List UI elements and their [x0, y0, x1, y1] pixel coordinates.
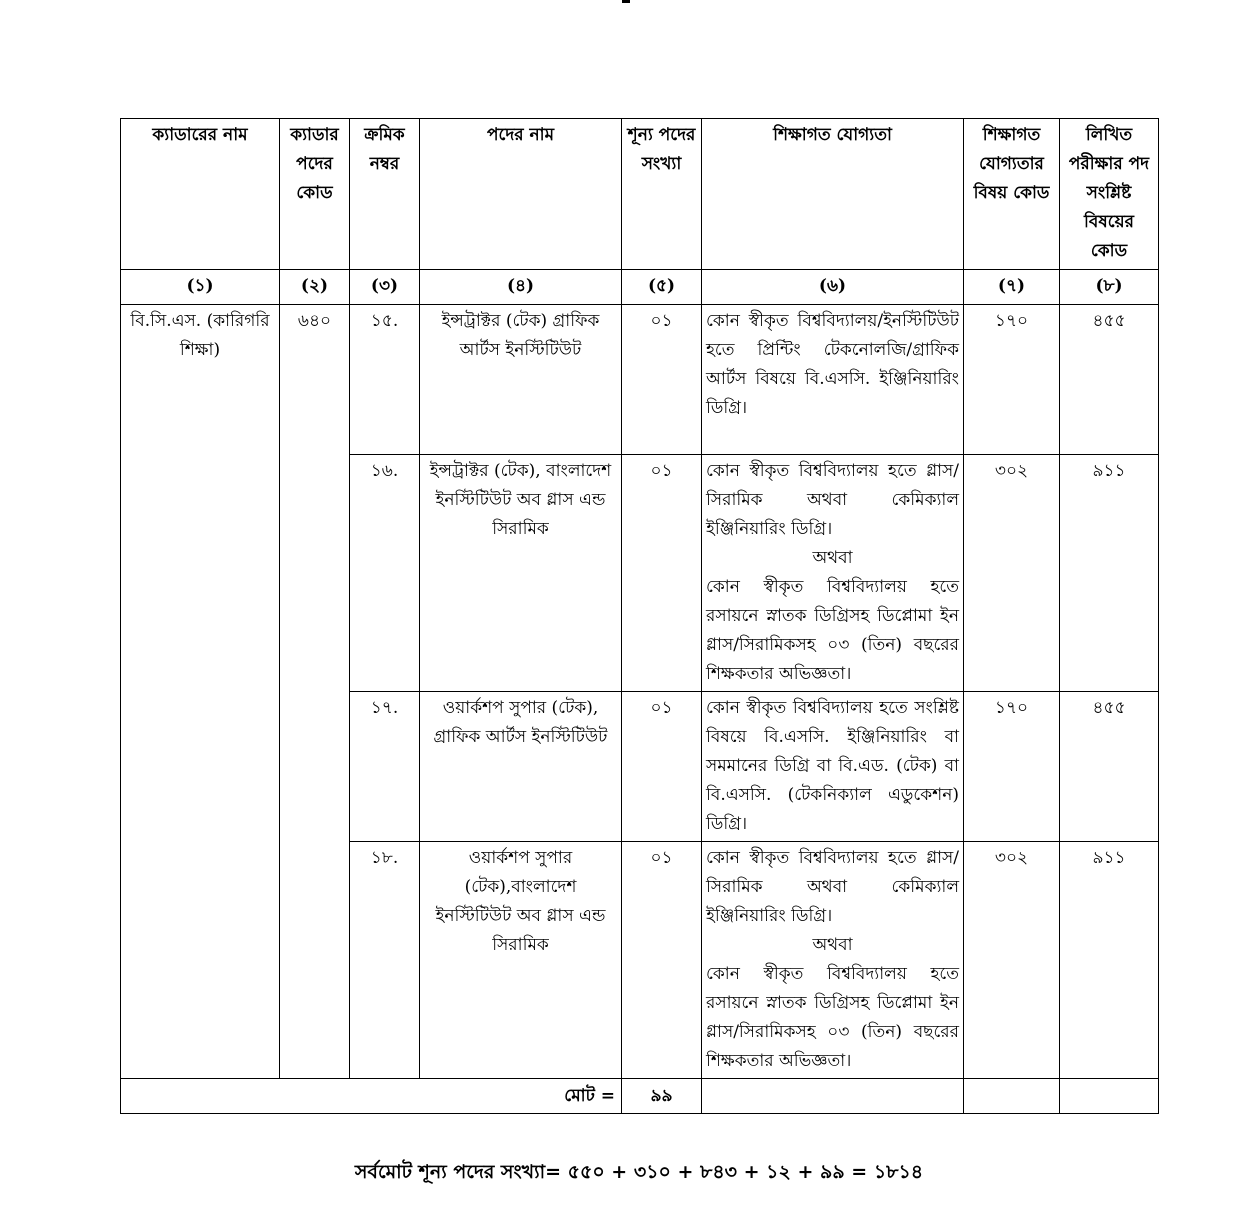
- column-number: (৩): [350, 270, 420, 305]
- header-serial: ক্রমিক নম্বর: [350, 119, 420, 270]
- qualification-text: কোন স্বীকৃত বিশ্ববিদ্যালয় হতে গ্লাস/সিরামিক অথবা কেমিক্যাল ইঞ্জিনিয়ারিং ডিগ্রি।: [706, 461, 959, 539]
- column-number-row: [121, 270, 1159, 305]
- post-name-cell: ইন্সট্রাক্টর (টেক), বাংলাদেশ ইনস্টিটিউট অব গ্লাস এন্ড সিরামিক: [420, 455, 622, 692]
- qualification-cell: [702, 455, 964, 692]
- empty-cell: [964, 1079, 1060, 1114]
- qualification-text: কোন স্বীকৃত বিশ্ববিদ্যালয় হতে সংশ্লিষ্ট বিষয়ে বি.এসসি. ইঞ্জিনিয়ারিং বা সমমানের ডিগ্রি বা বি.এড. (টেক) বা বি.এসসি. (টেকনিক্যাল এডুকেশন) ডিগ্রি।: [706, 698, 959, 834]
- cadre-name-cell: বি.সি.এস. (কারিগরি শিক্ষা): [121, 305, 280, 1079]
- qualification-cell: [702, 842, 964, 1079]
- serial-cell: ১৫.: [350, 305, 420, 455]
- post-name-cell: ওয়ার্কশপ সুপার (টেক),বাংলাদেশ ইনস্টিটিউট অব গ্লাস এন্ড সিরামিক: [420, 842, 622, 1079]
- subject-code-cell: ১৭০: [964, 692, 1060, 842]
- qualification-text-alt: কোন স্বীকৃত বিশ্ববিদ্যালয় হতে রসায়নে স্নাতক ডিগ্রিসহ ডিপ্লোমা ইন গ্লাস/সিরামিকসহ ০৩ (তিন) বছরের শিক্ষকতার অভিজ্ঞতা।: [706, 964, 959, 1071]
- qualification-text-alt: কোন স্বীকৃত বিশ্ববিদ্যালয় হতে রসায়নে স্নাতক ডিগ্রিসহ ডিপ্লোমা ইন গ্লাস/সিরামিকসহ ০৩ (তিন) বছরের শিক্ষকতার অভিজ্ঞতা।: [706, 577, 959, 684]
- header-post-name: পদের নাম: [420, 119, 622, 270]
- subject-code-cell: ৩০২: [964, 842, 1060, 1079]
- header-vacancies: শূন্য পদের সংখ্যা: [622, 119, 702, 270]
- column-number: (২): [280, 270, 350, 305]
- header-exam-code: লিখিত পরীক্ষার পদ সংশ্লিষ্ট বিষয়ের কোড: [1060, 119, 1159, 270]
- header-qualification: শিক্ষাগত যোগ্যতা: [702, 119, 964, 270]
- qualification-text: কোন স্বীকৃত বিশ্ববিদ্যালয় হতে গ্লাস/সিরামিক অথবা কেমিক্যাল ইঞ্জিনিয়ারিং ডিগ্রি।: [706, 848, 959, 926]
- serial-cell: ১৮.: [350, 842, 420, 1079]
- header-cadre-name: ক্যাডারের নাম: [121, 119, 280, 270]
- subject-code-cell: ৩০২: [964, 455, 1060, 692]
- exam-code-cell: ৪৫৫: [1060, 305, 1159, 455]
- grand-total: সর্বমোট শূন্য পদের সংখ্যা= ৫৫০ + ৩১০ + ৮৪৩ + ১২ + ৯৯ = ১৮১৪: [354, 1161, 924, 1183]
- vacancies-cell: ০১: [622, 305, 702, 455]
- vacancies-cell: ০১: [622, 842, 702, 1079]
- total-value: ৯৯: [622, 1079, 702, 1114]
- header-subject-code: শিক্ষাগত যোগ্যতার বিষয় কোড: [964, 119, 1060, 270]
- column-number: (১): [121, 270, 280, 305]
- serial-cell: ১৭.: [350, 692, 420, 842]
- post-name-cell: ওয়ার্কশপ সুপার (টেক), গ্রাফিক আর্টস ইনস্টিটিউট: [420, 692, 622, 842]
- exam-code-cell: ৪৫৫: [1060, 692, 1159, 842]
- cadre-code-cell: ৬৪০: [280, 305, 350, 1079]
- qualification-or: অথবা: [812, 935, 853, 955]
- empty-cell: [702, 1079, 964, 1114]
- exam-code-cell: ৯১১: [1060, 842, 1159, 1079]
- total-label: মোট =: [121, 1079, 622, 1114]
- vacancy-table: [120, 118, 1159, 1114]
- qualification-or: অথবা: [812, 548, 853, 568]
- empty-cell: [1060, 1079, 1159, 1114]
- column-number: (৫): [622, 270, 702, 305]
- column-number: (৬): [702, 270, 964, 305]
- serial-cell: ১৬.: [350, 455, 420, 692]
- exam-code-cell: ৯১১: [1060, 455, 1159, 692]
- vacancies-cell: ০১: [622, 455, 702, 692]
- header-cadre-code: ক্যাডার পদের কোড: [280, 119, 350, 270]
- subject-code-cell: ১৭০: [964, 305, 1060, 455]
- table-row: [121, 305, 1159, 455]
- qualification-cell: [702, 692, 964, 842]
- vacancies-cell: ০১: [622, 692, 702, 842]
- column-number: (৪): [420, 270, 622, 305]
- total-row: [121, 1079, 1159, 1114]
- column-number: (৮): [1060, 270, 1159, 305]
- page-top-mark: [622, 0, 630, 3]
- post-name-cell: ইন্সট্রাক্টর (টেক) গ্রাফিক আর্টস ইনস্টিটিউট: [420, 305, 622, 455]
- qualification-cell: [702, 305, 964, 455]
- header-row: [121, 119, 1159, 270]
- qualification-text: কোন স্বীকৃত বিশ্ববিদ্যালয়/ইনস্টিটিউট হতে প্রিন্টিং টেকনোলজি/গ্রাফিক আর্টস বিষয়ে বি.এসসি. ইঞ্জিনিয়ারিং ডিগ্রি।: [706, 311, 959, 418]
- column-number: (৭): [964, 270, 1060, 305]
